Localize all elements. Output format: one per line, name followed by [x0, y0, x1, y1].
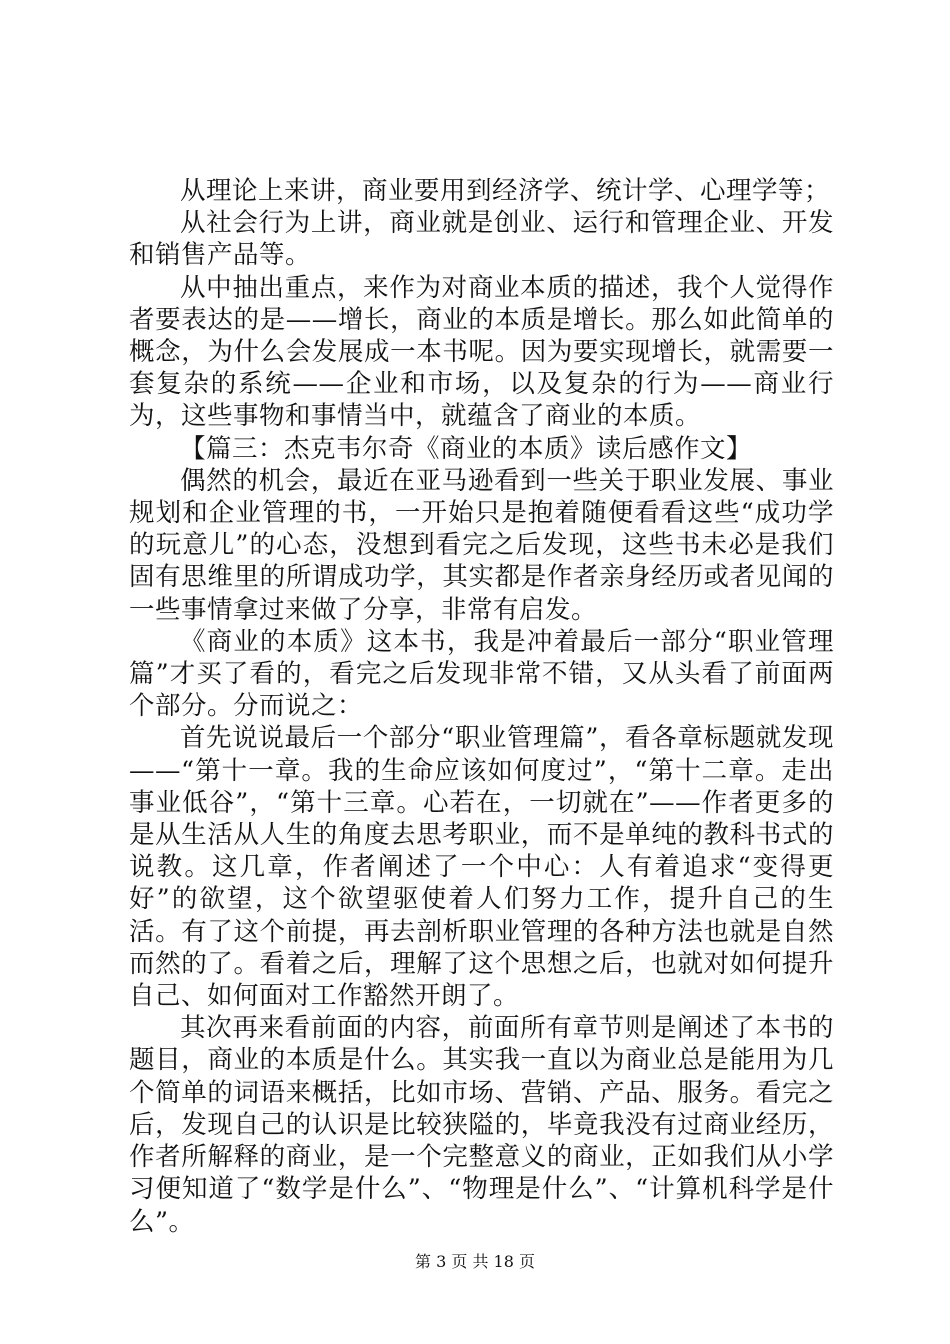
page-number-footer: 第 3 页 共 18 页	[415, 1252, 535, 1271]
paragraph: 从中抽出重点，来作为对商业本质的描述，我个人觉得作者要表达的是——增长，商业的本质是增长。那么如此简单的概念，为什么会发展成一本书呢。因为要实现增长，就需要一套复杂的系统——企业和市场，以及复杂的行为——商业行为，这些事物和事情当中，就蕴含了商业的本质。	[129, 272, 834, 432]
paragraph: 从社会行为上讲，商业就是创业、运行和管理企业、开发和销售产品等。	[129, 208, 834, 271]
paragraph: 《商业的本质》这本书，我是冲着最后一部分“职业管理篇”才买了看的，看完之后发现非常不错，又从头看了前面两个部分。分而说之：	[129, 626, 834, 722]
document-body	[129, 175, 834, 1238]
paragraph: 其次再来看前面的内容，前面所有章节则是阐述了本书的题目，商业的本质是什么。其实我一直以为商业总是能用为几个简单的词语来概括，比如市场、营销、产品、服务。看完之后，发现自己的认识是比较狭隘的，毕竟我没有过商业经历，作者所解释的商业，是一个完整意义的商业，正如我们从小学习便知道了“数学是什么”、“物理是什么”、“计算机科学是什么”。	[129, 1013, 834, 1237]
paragraph: 偶然的机会，最近在亚马逊看到一些关于职业发展、事业规划和企业管理的书，一开始只是抱着随便看看这些“成功学的玩意儿”的心态，没想到看完之后发现，这些书未必是我们固有思维里的所谓成功学，其实都是作者亲身经历或者见闻的一些事情拿过来做了分享，非常有启发。	[129, 465, 834, 625]
paragraph: 从理论上来讲，商业要用到经济学、统计学、心理学等；	[180, 176, 831, 206]
section-heading: 【篇三：杰克韦尔奇《商业的本质》读后感作文】	[180, 433, 753, 464]
paragraph: 首先说说最后一个部分“职业管理篇”，看各章标题就发现——“第十一章。我的生命应该如何度过”，“第十二章。走出事业低谷”，“第十三章。心若在，一切就在”——作者更多的是从生活从人生的角度去思考职业，而不是单纯的教科书式的说教。这几章，作者阐述了一个中心：人有着追求“变得更好”的欲望，这个欲望驱使着人们努力工作，提升自己的生活。有了这个前提，再去剖析职业管理的各种方法也就是自然而然的了。看着之后，理解了这个思想之后，也就对如何提升自己、如何面对工作豁然开朗了。	[129, 723, 834, 1012]
